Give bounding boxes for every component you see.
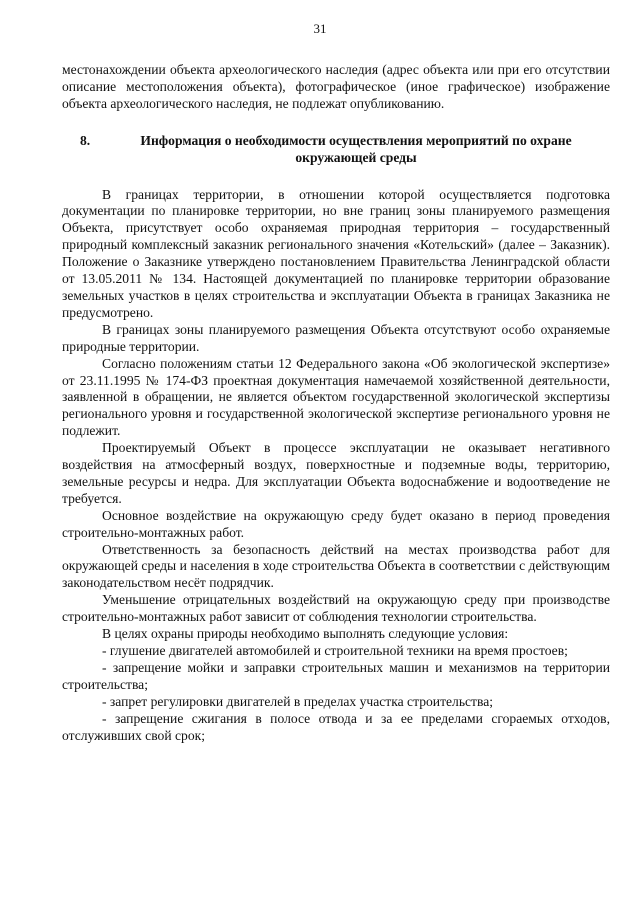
paragraph: Проектируемый Объект в процессе эксплуатации не оказывает негативного воздействия на атмосферный воздух, поверхностные и подземные воды, территорию, земельные ресурсы и недра. Для эксплуатации Объекта водоснабжение и водоотведение не требуется.: [62, 440, 610, 506]
paragraph: В границах территории, в отношении которой осуществляется подготовка документации по планировке территории, но вне границ зоны планируемого размещения Объекта, присутствует особо охраняемая природная территория – государственный природный комплексный заказник регионального значения «Котельский» (далее – Заказник). Положение о Заказнике утверждено постановлением Правительства Ленинградской области от 13.05.2011 № 134. Настоящей документацией по планировке территории образование земельных участков в целях строительства и эксплуатации Объекта в границах Заказника не предусмотрено.: [62, 186, 610, 320]
list-item: - запрет регулировки двигателей в пределах участка строительства;: [102, 693, 494, 709]
section-title: Информация о необходимости осуществления мероприятий по охране окружающей среды: [140, 132, 572, 165]
paragraph: В целях охраны природы необходимо выполнять следующие условия:: [102, 626, 509, 642]
list-item: - глушение двигателей автомобилей и строительной техники на время простоев;: [102, 643, 568, 658]
list-item: - запрещение мойки и заправки строительных машин и механизмов на территории строительства;: [62, 659, 610, 692]
paragraph: В границах зоны планируемого размещения Объекта отсутствуют особо охраняемые природные территории.: [62, 321, 610, 354]
list-item: - запрещение сжигания в полосе отвода и за ее пределами сгораемых отходов, отслуживших свой срок;: [62, 710, 610, 743]
section-number: 8.: [80, 132, 91, 148]
paragraph: Уменьшение отрицательных воздействий на окружающую среду при производстве строительно-монтажных работ зависит от соблюдения технологии строительства.: [62, 592, 610, 625]
page-number: 31: [313, 21, 327, 36]
section-heading: [62, 133, 610, 167]
intro-paragraph: местонахождении объекта археологического наследия (адрес объекта или при его отсутствии описание местоположения объекта), фотографическое (иное графическое) изображение объекта археологического наследия, не подлежат опубликованию.: [62, 62, 610, 111]
paragraph: Ответственность за безопасность действий на местах производства работ для окружающей среды и населения в ходе строительства Объекта в соответствии с действующим законодательством несёт подрядчик.: [62, 541, 610, 591]
paragraph: Основное воздействие на окружающую среду будет оказано в период проведения строительно-монтажных работ.: [62, 507, 610, 540]
page-content: [62, 62, 610, 744]
paragraph: Согласно положениям статьи 12 Федерального закона «Об экологической экспертизе» от 23.11.1995 № 174-ФЗ проектная документация намечаемой хозяйственной деятельности, заявленной в обращении, не является объектом государственной экологической экспертизы регионального уровня и государственной экологической экспертизе регионального уровня не подлежит.: [62, 355, 610, 439]
